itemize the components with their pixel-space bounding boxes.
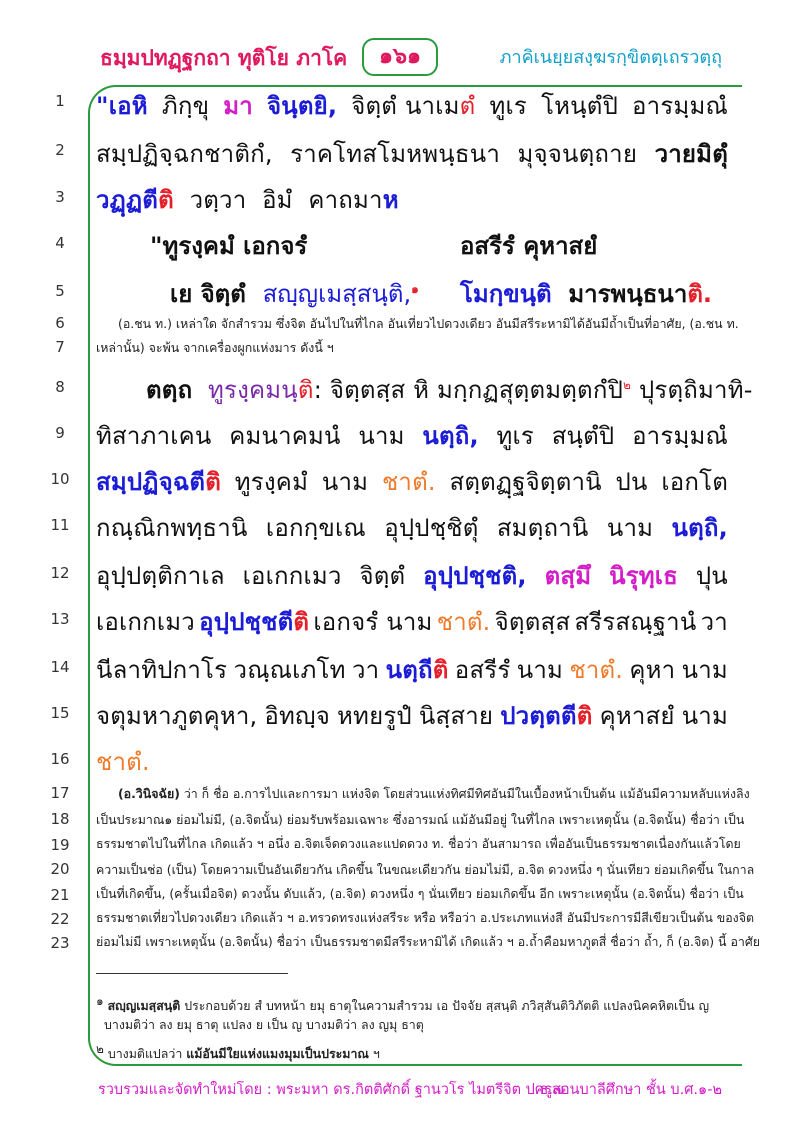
line-number: 8 <box>55 378 65 396</box>
body-line-1: "เอหิ ภิกฺขุ มา จินฺตยิ, จิตฺตํ นาเมตํ ทูเร โหนฺตํปิ อารมฺมณํ <box>96 92 728 120</box>
footnote-ref: ๒ <box>623 378 632 392</box>
verse-line-1a: "ทูรงฺคมํ เอกจรํ <box>150 232 308 260</box>
footnote-divider <box>96 973 288 974</box>
footer-compiler: รวบรวมและจัดทำใหม่โดย : พระมหา ดร.กิตติศักดิ์ ฐานวโร ไมตรีจิต ป.ธ.๗ <box>98 1082 564 1098</box>
body-line-9: ทิสาภาเคน คมนาคมนํ นาม นตฺถิ, ทูเร สนฺตํปิ อารมฺมณํ <box>96 422 728 450</box>
line-number: 5 <box>55 282 65 300</box>
page-number: ๑๖๑ <box>362 38 438 76</box>
line-number: 1 <box>55 92 65 110</box>
book-title: ธมฺมปทฏฺฐกถา ทุติโย ภาโค <box>100 46 348 70</box>
line-number: 11 <box>50 516 70 534</box>
explanation-line-19: ธรรมชาตไปในที่ไกล เกิดแล้ว ฯ อนึ่ง อ.จิตเจ็ดดวงและแปดดวง ท. ชื่อว่า อันสามารถ เพื่ออันเป็นธรรมชาตเนื่องกันแล้วโดย <box>96 836 741 851</box>
line-number: 23 <box>50 934 70 952</box>
body-line-11: กณฺณิกพทฺธานิ เอกกฺขเณ อุปฺปชฺชิตุํ สมตฺถานิ นาม นตฺถิ, <box>96 514 728 542</box>
body-line-16: ชาตํ. <box>96 748 150 776</box>
line-number: 12 <box>50 564 70 582</box>
footnote-ref: ๑ <box>411 282 419 296</box>
line-number: 4 <box>55 234 65 252</box>
line-number: 15 <box>50 704 70 722</box>
line-number: 7 <box>55 338 65 356</box>
footnote-2: ๒ บางมติแปลว่า แม้อันมีใยแห่งแมงมุมเป็นประมาณ ฯ <box>96 1042 380 1062</box>
line-number: 3 <box>55 188 65 206</box>
line-number: 14 <box>50 658 70 676</box>
footnote-1-continued: บางมติว่า ลง ยมุ ธาตุ แปลง ย เป็น ญ บางมติว่า ลง ญมุ ธาตุ <box>104 1017 424 1032</box>
body-line-15: จตุมหาภูตคุหา, อิทญฺจ หทยรูปํ นิสฺสาย ปวตฺตตีติ คุหาสยํ นาม <box>96 702 728 730</box>
body-line-2: สมฺปฏิจฺฉกชาติกํ, ราคโทสโมหพนฺธนา มุจฺจนตฺถาย วายมิตุํ <box>96 140 728 168</box>
translation-line-6: (อ.ชน ท.) เหล่าใด จักสำรวม ซึ่งจิต อันไปในที่ไกล อันเที่ยวไปดวงเดียว อันมีสรีระหามิได้อันมีถ้ำเป็นที่อาศัย, (อ.ชน ท. <box>118 316 739 331</box>
line-number: 6 <box>55 314 65 332</box>
line-number: 17 <box>50 784 70 802</box>
line-number: 13 <box>50 610 70 628</box>
body-line-12: อุปฺปตฺติกาเล เอเกกเมว จิตฺตํ อุปฺปชฺชติ, ตสฺมึ นิรุทฺเธ ปุน <box>96 562 728 590</box>
body-line-10: สมฺปฏิจฺฉตีติ ทูรงฺคมํ นาม ชาตํ. สตฺตฏฺฐจิตฺตานิ ปน เอกโต <box>96 468 728 496</box>
line-number: 16 <box>50 750 70 768</box>
explanation-line-22: ธรรมชาตเที่ยวไปดวงเดียว เกิดแล้ว ฯ อ.ทรวดทรงแห่งสรีระ หรือ หรือว่า อ.ประเภทแห่งสี อันมีประการมีสีเขียวเป็นต้น ของจิต <box>96 910 755 925</box>
body-line-14: นีลาทิปกาโร วณฺณเภโท วา นตฺถีติ อสรีรํ นาม ชาตํ. คุหา นาม <box>96 656 728 684</box>
body-line-8: ตตฺถ ทูรงฺคมนฺติ: จิตฺตสฺส หิ มกฺกฏสุตฺตมตฺตกํปิ$^๒$ ปุรตฺถิมาทิ- <box>146 376 753 404</box>
line-number: 2 <box>55 141 65 159</box>
verse-line-2a: เย จิตฺตํ สญฺญเมสฺสนฺติ,$^๑$ <box>170 280 419 308</box>
line-number: 20 <box>50 860 70 878</box>
explanation-line-20: ความเป็นช่อ (เป็น) โดยความเป็นอันเดียวกัน เกิดขึ้น ในขณะเดียวกัน ย่อมไม่มี, อ.จิต ดวงหนึ่ง ๆ นั่นเทียว ย่อมเกิดขึ้น ในกาล <box>96 862 755 877</box>
line-number: 10 <box>50 470 70 488</box>
body-line-3: วฏฺฏตีติ วตฺวา อิมํ คาถมาห <box>96 186 399 214</box>
line-number: 21 <box>50 886 70 904</box>
explanation-line-18: เป็นประมาณ๑ ย่อมไม่มี, (อ.จิตนั้น) ย่อมรับพร้อมเฉพาะ ซึ่งอารมณ์ แม้อันมีอยู่ ในที่ไกล เพราะเหตุนั้น (อ.จิตนั้น) ชื่อว่า เป็น <box>96 812 745 827</box>
line-number: 19 <box>50 836 70 854</box>
page-header <box>0 32 800 82</box>
verse-line-1b: อสรีรํ คุหาสยํ <box>460 232 598 260</box>
footer-teacher: ครูสอนบาลีศึกษา ชั้น บ.ศ.๑-๒ <box>534 1082 722 1098</box>
verse-line-2b: โมกฺขนฺติ มารพนฺธนาติ. <box>460 280 713 308</box>
word: เอหิ <box>108 92 148 120</box>
line-number: 18 <box>50 810 70 828</box>
explanation-line-23: ย่อมไม่มี เพราะเหตุนั้น (อ.จิตนั้น) ชื่อว่า เป็นธรรมชาตมีสรีระหามิได้ เกิดแล้ว ฯ อ.ถ้ำคือมหาภูตสี่ ชื่อว่า ถ้ำ, ก็ (อ.จิต) นี้ อาศัย <box>96 934 760 949</box>
section-title: ภาคิเนยฺยสงฺฆรกฺขิตตฺเถรวตฺถุ <box>499 47 722 68</box>
explanation-line-21: เป็นที่เกิดขึ้น, (ครั้นเมื่อจิต) ดวงนั้น ดับแล้ว, (อ.จิต) ดวงหนึ่ง ๆ นั่นเทียว ย่อมเกิดขึ้น อีก เพราะเหตุนั้น (อ.จิตนั้น) ชื่อว่า เป็น <box>96 886 744 901</box>
translation-line-7: เหล่านั้น) จะพ้น จากเครื่องผูกแห่งมาร ดังนี้ ฯ <box>96 340 334 355</box>
line-number: 22 <box>50 910 70 928</box>
explanation-line-17: (อ.วินิจฉัย) ว่า ก็ ชื่อ อ.การไปและการมา แห่งจิต โดยส่วนแห่งทิศมีทิศอันมีในเบื้องหน้าเป็นต้น แม้อันมีความหลับแห่งลิง <box>118 786 750 801</box>
footnote-1: ๑ สญฺญเมสฺสนฺติ ประกอบด้วย สํ บทหน้า ยมุ ธาตุในความสำรวม เอ ปัจจัย สฺสนฺติ ภวิสฺสันติวิภัตติ แปลงนิคคหิตเป็น ญ <box>96 994 710 1014</box>
line-number: 9 <box>55 424 65 442</box>
body-line-13: เอเกกเมว อุปฺปชฺชตีติ เอกจรํ นาม ชาตํ. จิตฺตสฺส สรีรสณฺฐานํ วา <box>96 608 728 636</box>
